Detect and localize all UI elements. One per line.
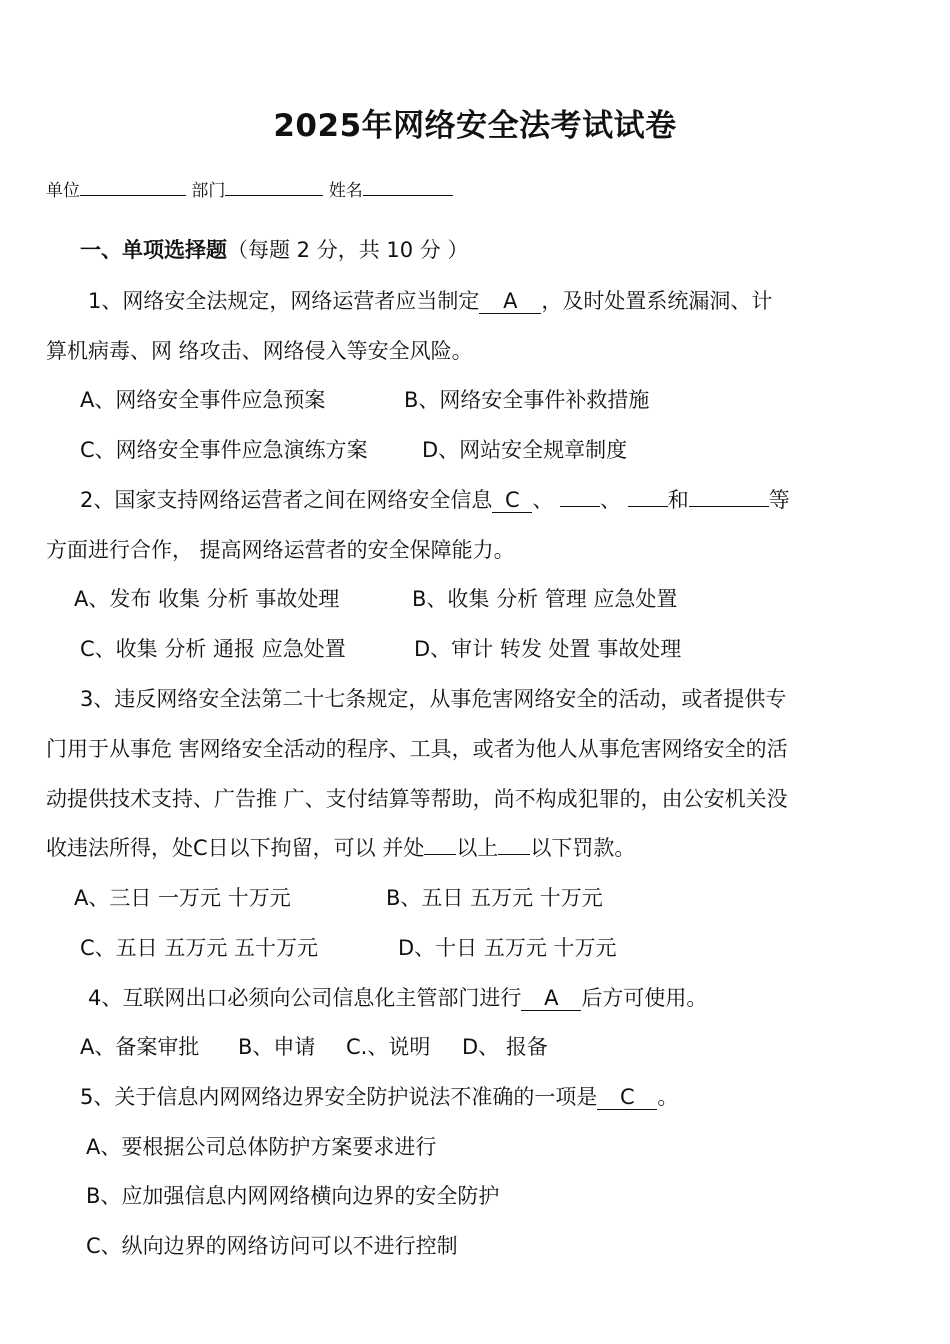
q2-sep1: 、 xyxy=(532,488,554,512)
info-fields xyxy=(46,176,453,201)
q2-blank4 xyxy=(689,506,769,507)
q3-option-b: B、五日 五万元 十万元 xyxy=(386,886,603,910)
q3-option-d: D、十日 五万元 十万元 xyxy=(398,936,617,960)
q1-option-d: D、网站安全规章制度 xyxy=(422,438,628,462)
q5-option-c: C、纵向边界的网络访问可以不进行控制 xyxy=(86,1234,458,1258)
q1-option-a: A、网络安全事件应急预案 xyxy=(80,388,326,412)
q3-blank2 xyxy=(424,854,456,855)
q4-answer: A xyxy=(521,986,581,1011)
q3-text-b: 日以下拘留，可以 并处 xyxy=(207,836,425,860)
q3-answer: C xyxy=(193,836,208,860)
q2-sep2: 、 xyxy=(600,488,622,512)
q2-option-c: C、收集 分析 通报 应急处置 xyxy=(80,637,346,661)
q3-text-d: 以下罚款。 xyxy=(530,836,636,860)
q1-prefix: 1、网络安全法规定，网络运营者应当制定 xyxy=(88,289,480,313)
q5-line1 xyxy=(80,1082,678,1112)
q3-blank3 xyxy=(498,854,530,855)
q1-option-b: B、网络安全事件补救措施 xyxy=(404,388,650,412)
q2-suffix: 等 xyxy=(768,488,790,512)
q2-option-b: B、收集 分析 管理 应急处置 xyxy=(412,587,678,611)
q3-line2: 门用于从事危 害网络安全活动的程序、工具，或者为他人从事危害网络安全的活 xyxy=(46,737,788,761)
q5-prefix: 5、关于信息内网网络边界安全防护说法不准确的一项是 xyxy=(80,1085,598,1109)
q2-option-a: A、发布 收集 分析 事故处理 xyxy=(74,587,340,611)
q4-suffix: 后方可使用。 xyxy=(581,986,708,1010)
q3-line1: 3、违反网络安全法第二十七条规定，从事危害网络安全的活动，或者提供专 xyxy=(80,687,787,711)
q2-line1 xyxy=(80,485,790,515)
q2-blank2 xyxy=(560,506,600,507)
q4-line1 xyxy=(88,983,707,1013)
q4-prefix: 4、互联网出口必须向公司信息化主管部门进行 xyxy=(88,986,522,1010)
q2-answer: C xyxy=(492,488,532,513)
q3-option-c: C、五日 五万元 五十万元 xyxy=(80,936,319,960)
unit-blank[interactable] xyxy=(80,179,186,196)
q1-line1 xyxy=(88,286,772,316)
section-note: （每题 2 分，共 10 分 ） xyxy=(227,238,469,262)
q4-option-d: D、 报备 xyxy=(462,1035,548,1059)
name-blank[interactable] xyxy=(363,179,453,196)
q1-line2: 算机病毒、网 络攻击、网络侵入等安全风险。 xyxy=(46,339,473,363)
section-heading xyxy=(80,234,468,264)
q5-option-a: A、要根据公司总体防护方案要求进行 xyxy=(86,1135,437,1159)
page-title: 2025年网络安全法考试试卷 xyxy=(273,108,677,144)
q1-suffix: ，及时处置系统漏洞、计 xyxy=(541,289,773,313)
q5-option-b: B、应加强信息内网网络横向边界的安全防护 xyxy=(86,1184,500,1208)
q1-option-c: C、网络安全事件应急演练方案 xyxy=(80,438,368,462)
name-label: 姓名 xyxy=(328,181,363,201)
section-title: 一、单项选择题 xyxy=(80,238,227,262)
q4-option-b: B、申请 xyxy=(238,1035,316,1059)
q2-blank3 xyxy=(628,506,668,507)
q1-answer: A xyxy=(479,289,541,314)
dept-label: 部门 xyxy=(191,181,226,201)
q2-line2: 方面进行合作， 提高网络运营者的安全保障能力。 xyxy=(46,538,515,562)
q3-line3: 动提供技术支持、广告推 广、支付结算等帮助，尚不构成犯罪的，由公安机关没 xyxy=(46,787,788,811)
q5-suffix: 。 xyxy=(657,1085,679,1109)
q3-line4 xyxy=(46,833,635,863)
q5-answer: C xyxy=(597,1085,657,1110)
unit-label: 单位 xyxy=(46,181,80,201)
q2-option-d: D、审计 转发 处置 事故处理 xyxy=(414,637,682,661)
q2-and: 和 xyxy=(667,488,689,512)
q2-prefix: 2、国家支持网络运营者之间在网络安全信息 xyxy=(80,488,493,512)
q3-text-a: 收违法所得，处 xyxy=(46,836,193,860)
dept-blank[interactable] xyxy=(225,179,323,196)
q3-text-c: 以上 xyxy=(456,836,499,860)
q3-option-a: A、三日 一万元 十万元 xyxy=(74,886,291,910)
q4-option-a: A、备案审批 xyxy=(80,1035,200,1059)
q4-option-c: C.、说明 xyxy=(346,1035,431,1059)
